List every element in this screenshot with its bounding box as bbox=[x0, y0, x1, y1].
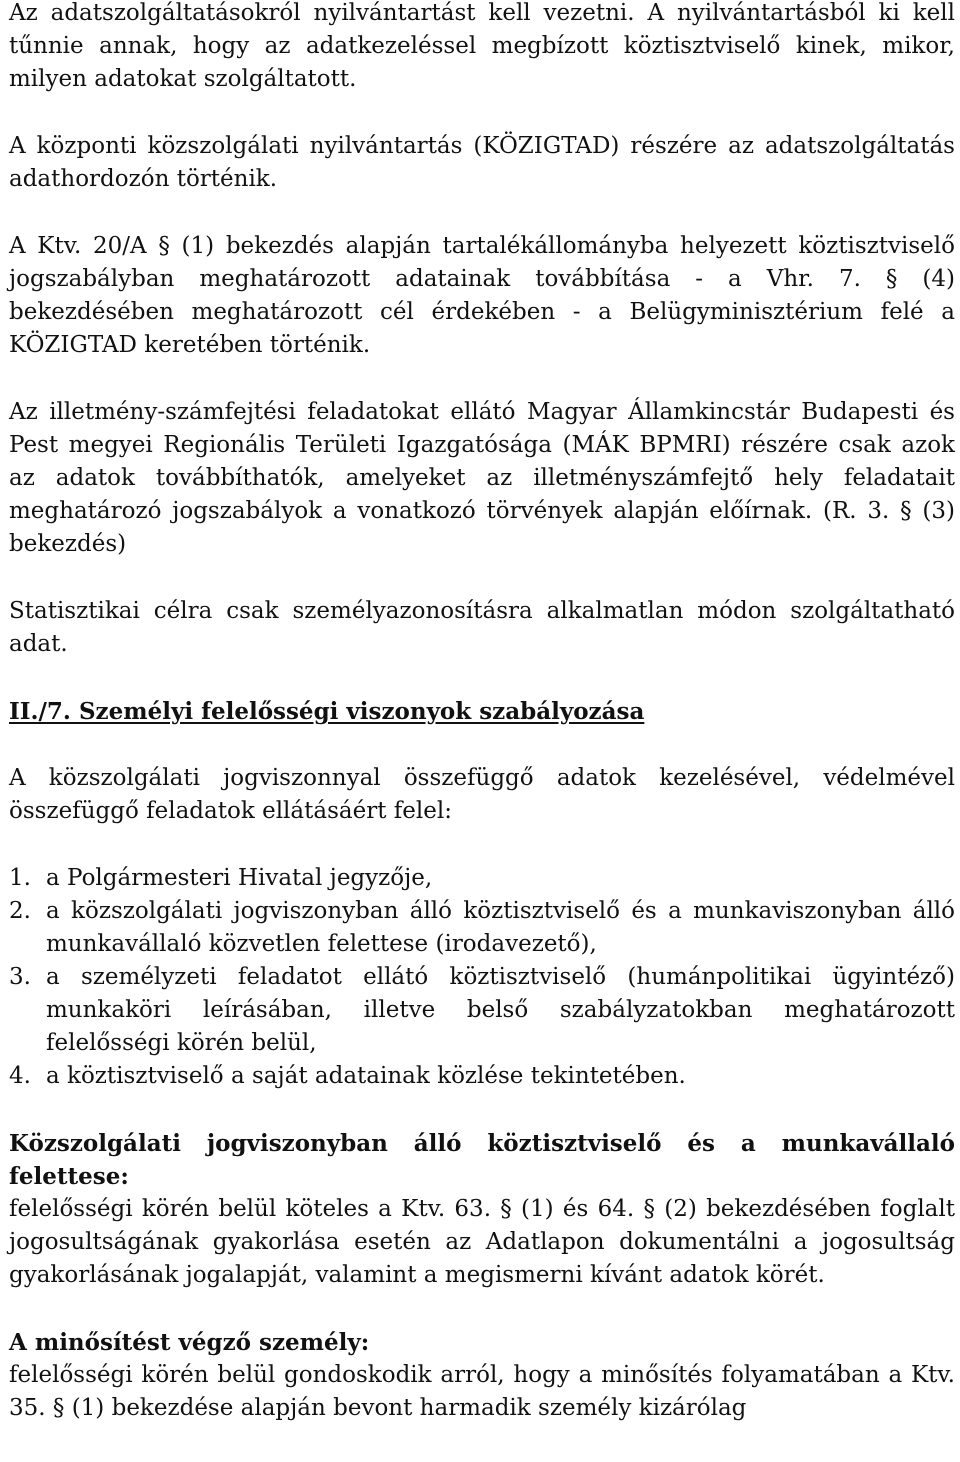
document-page bbox=[9, 0, 955, 1425]
section-heading: II./7. Személyi felelősségi viszonyok szabályozása bbox=[9, 698, 645, 725]
list-text: a közszolgálati jogviszonyban álló köztisztviselő és a munkaviszonyban álló munkavállaló közvetlen felettese (irodavezető), bbox=[46, 898, 955, 957]
list-item bbox=[9, 862, 955, 895]
list-text: a köztisztviselő a saját adatainak közlése tekintetében. bbox=[46, 1063, 686, 1089]
paragraph-treasury-payroll: Az illetmény-számfejtési feladatokat ellátó Magyar Államkincstár Budapesti és Pest megyei Regionális Területi Igazgatósága (MÁK BPMRI) részére csak azok az adatok továbbíthatók, amelyeket az illetményszámfejtő hely feladatait meghatározó jogszabályok a vonatkozó törvények alapján előírnak. (R. 3. § (3) bekezdés) bbox=[9, 399, 955, 557]
list-item bbox=[9, 961, 955, 1060]
list-number: 4. bbox=[9, 1063, 31, 1089]
paragraph-records-requirement: Az adatszolgáltatásokról nyilvántartást kell vezetni. A nyilvántartásból ki kell tűnnie annak, hogy az adatkezeléssel megbízott köztisztviselő kinek, mikor, milyen adatokat szolgáltatott. bbox=[9, 0, 955, 92]
supervisor-body: felelősségi körén belül köteles a Ktv. 63. § (1) és 64. § (2) bekezdésében foglalt jogosultságának gyakorlása esetén az Adatlapon dokumentálni a jogosultság gyakorlásának jogalapját, valamint a megismerni kívánt adatok körét. bbox=[9, 1196, 955, 1288]
paragraph-kozigtad-supply: A központi közszolgálati nyilvántartás (KÖZIGTAD) részére az adatszolgáltatás adathordozón történik. bbox=[9, 133, 955, 192]
list-number: 2. bbox=[9, 898, 31, 924]
supervisor-title: Közszolgálati jogviszonyban álló köztisztviselő és a munkavállaló felettese: bbox=[9, 1130, 955, 1190]
paragraph-reserve-staff: A Ktv. 20/A § (1) bekezdés alapján tartalékállományba helyezett köztisztviselő jogszabályban meghatározott adatainak továbbítása - a Vhr. 7. § (4) bekezdésében meghatározott cél érdekében - a Belügyminisztérium felé a KÖZIGTAD keretében történik. bbox=[9, 233, 955, 358]
list-item bbox=[9, 895, 955, 961]
list-text: a Polgármesteri Hivatal jegyzője, bbox=[46, 865, 433, 891]
evaluator-body: felelősségi körén belül gondoskodik arról, hogy a minősítés folyamatában a Ktv. 35. § (1) bekezdése alapján bevont harmadik személy kizárólag bbox=[9, 1362, 955, 1421]
list-number: 3. bbox=[9, 964, 31, 990]
paragraph-statistics: Statisztikai célra csak személyazonosításra alkalmatlan módon szolgáltatható adat. bbox=[9, 598, 955, 657]
list-item bbox=[9, 1060, 955, 1093]
evaluator-title: A minősítést végző személy: bbox=[9, 1329, 370, 1356]
responsibility-list bbox=[9, 862, 955, 1093]
section-intro: A közszolgálati jogviszonnyal összefüggő adatok kezelésével, védelmével összefüggő feladatok ellátásáért felel: bbox=[9, 765, 955, 824]
list-text: a személyzeti feladatot ellátó köztisztviselő (humánpolitikai ügyintéző) munkaköri leírásában, illetve belső szabályzatokban meghatározott felelősségi körén belül, bbox=[46, 964, 955, 1056]
list-number: 1. bbox=[9, 865, 31, 891]
